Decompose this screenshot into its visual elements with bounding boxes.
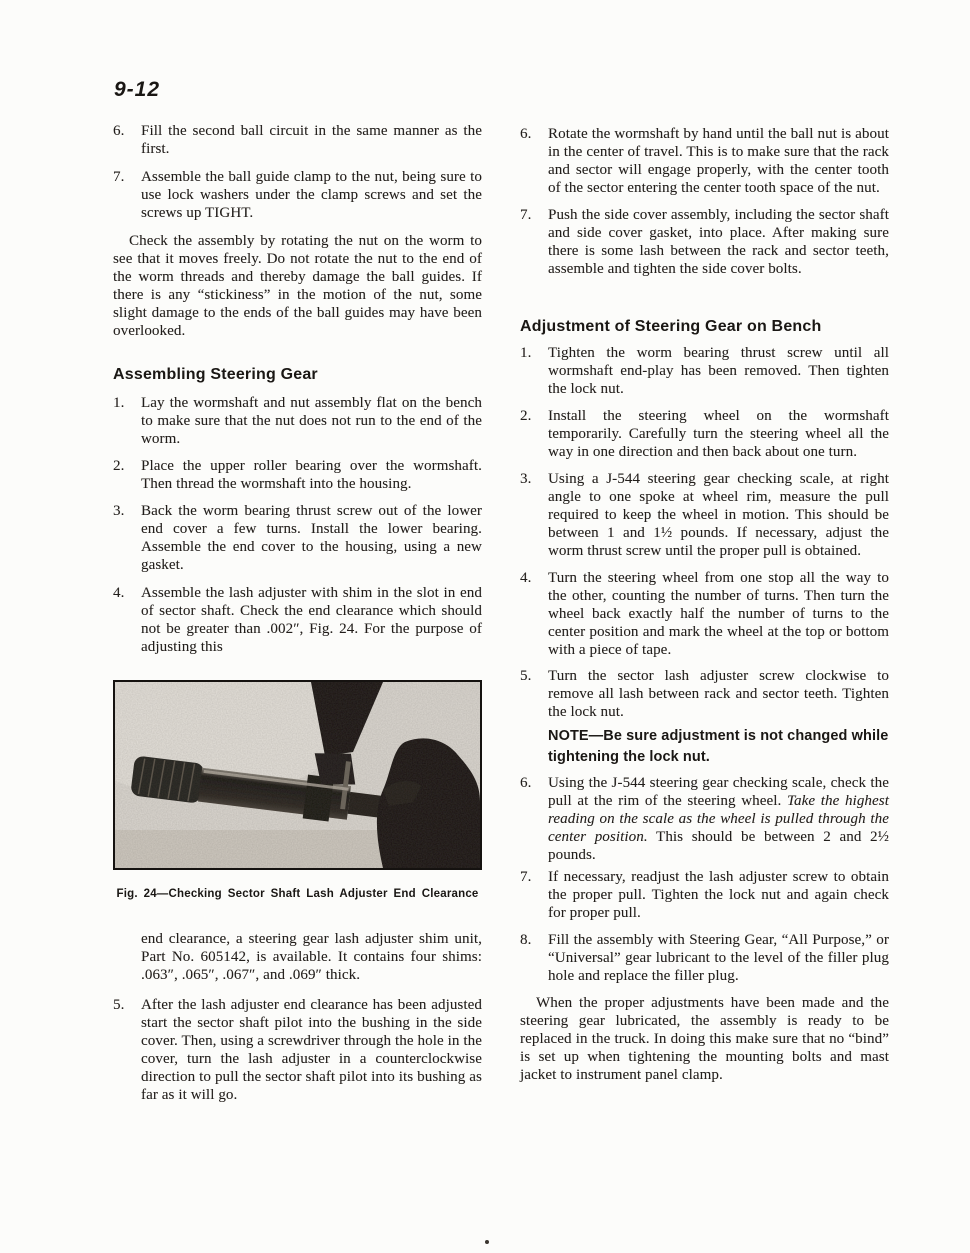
item-number: 1. xyxy=(520,345,532,361)
list-item xyxy=(520,774,889,864)
item-number: 2. xyxy=(520,408,532,424)
item-text: After the lash adjuster end clearance has been adjusted start the sector shaft pilot into the bushing in the side cover. Then, using a screwdriver through the hole in the cover, turn the lash adjuster in a counterclockwise direction to pull the sector shaft pilot into its bushing as far as it will go. xyxy=(141,997,482,1103)
section-heading-adjustment-on-bench: Adjustment of Steering Gear on Bench xyxy=(520,318,822,335)
list-item xyxy=(520,470,889,560)
note-text: NOTE—Be sure adjustment is not changed while tightening the lock nut. xyxy=(548,728,889,765)
item-number: 7. xyxy=(520,207,532,223)
item-text xyxy=(548,774,889,864)
list-item xyxy=(113,168,482,222)
item-text: Install the steering wheel on the wormshaft temporarily. Carefully turn the steering wheel all the way in one direction and then back about one turn. xyxy=(548,408,889,460)
item-number: 8. xyxy=(520,932,532,948)
list-item xyxy=(520,667,889,721)
item-number: 2. xyxy=(113,458,125,474)
figure-24-photo xyxy=(113,680,482,870)
item-text: Push the side cover assembly, including the sector shaft and side cover gasket, into place. After making sure there is some lash between the rack and sector teeth, assemble and tighten the side cover bolts. xyxy=(548,207,889,277)
item-text: Assemble the ball guide clamp to the nut, being sure to use lock washers under the clamp screws and set the screws up TIGHT. xyxy=(141,169,482,221)
item-text: Rotate the wormshaft by hand until the ball nut is about in the center of travel. This is to make sure that the rack and sector will engage properly, with the center tooth of the sector entering the center tooth space of the nut. xyxy=(548,126,889,196)
list-item xyxy=(520,931,889,985)
list-item xyxy=(113,584,482,656)
item-text: Lay the wormshaft and nut assembly flat on the bench to make sure that the nut does not run to the end of the worm. xyxy=(141,395,482,447)
list-item xyxy=(520,125,889,197)
list-item xyxy=(520,868,889,922)
item-text: Back the worm bearing thrust screw out of the lower end cover a few turns. Install the lower bearing. Assemble the end cover to the housing, using a new gasket. xyxy=(141,503,482,573)
paragraph: Check the assembly by rotating the nut on the worm to see that it moves freely. Do not rotate the nut to the end of the worm threads and thereby damage the ball guides. If there is any “stickiness” in the motion of the nut, some slight damage to the ends of the ball guides may have been overlooked. xyxy=(113,233,482,339)
item-text-normal: Using the J-544 steering gear checking scale, check the pull at the rim of the steering wheel. xyxy=(548,775,889,809)
item-number: 6. xyxy=(113,123,125,139)
item-number: 5. xyxy=(113,997,125,1013)
item-number: 3. xyxy=(520,471,532,487)
item-number: 3. xyxy=(113,503,125,519)
list-item xyxy=(520,407,889,461)
sector-shaft-photo-illustration xyxy=(115,682,480,868)
item-text: Turn the sector lash adjuster screw clockwise to remove all lash between rack and sector teeth. Tighten the lock nut. xyxy=(548,668,889,720)
right-column xyxy=(520,125,889,1084)
left-column xyxy=(113,122,482,1104)
list-item xyxy=(113,502,482,574)
item-text: Fill the assembly with Steering Gear, “All Purpose,” or “Universal” gear lubricant to the level of the filler plug hole and replace the filler plug. xyxy=(548,932,889,984)
item-number: 7. xyxy=(113,169,125,185)
list-item xyxy=(520,569,889,659)
item-text: Turn the steering wheel from one stop all the way to the other, counting the number of turns. Then turn the wheel back exactly half the number of turns to the center position and mark the wheel at the top or bottom with a piece of tape. xyxy=(548,570,889,658)
section-heading-assembling-steering-gear: Assembling Steering Gear xyxy=(113,366,318,383)
list-item xyxy=(520,344,889,398)
item-4-continuation: end clearance, a steering gear lash adjuster shim unit, Part No. 605142, is available. It contains four shims: .063″, .065″, .067″, and .069″ thick. xyxy=(141,931,482,983)
item-number: 7. xyxy=(520,869,532,885)
list-item xyxy=(520,206,889,278)
item-number: 6. xyxy=(520,775,532,791)
figure-24-caption: Fig. 24—Checking Sector Shaft Lash Adjuster End Clearance xyxy=(116,888,479,900)
item-text: If necessary, readjust the lash adjuster screw to obtain the proper pull. Tighten the lock nut and again check for proper pull. xyxy=(548,869,889,921)
item-number: 1. xyxy=(113,395,125,411)
item-text-italic: Take the highest reading on the scale as the wheel is pulled through the center position. xyxy=(548,793,889,845)
item-text-normal: This should be between 2 and 2½ pounds. xyxy=(548,829,890,863)
list-item xyxy=(113,394,482,448)
list-item xyxy=(113,996,482,1104)
item-text: Using a J-544 steering gear checking scale, at right angle to one spoke at wheel rim, measure the pull required to keep the wheel in motion. This should be between 1 and 1½ pounds. If necessary, adjust the worm thrust screw until the proper pull is obtained. xyxy=(548,471,889,559)
item-number: 5. xyxy=(520,668,532,684)
item-text: Assemble the lash adjuster with shim in the slot in end of sector shaft. Check the end clearance which should not be greater than .002″, Fig. 24. For the purpose of adjusting this xyxy=(141,585,482,655)
page-number: 9-12 xyxy=(114,78,161,101)
item-text: Tighten the worm bearing thrust screw until all wormshaft end-play has been removed. Then tighten the lock nut. xyxy=(548,345,889,397)
item-number: 4. xyxy=(113,585,125,601)
item-text: Place the upper roller bearing over the wormshaft. Then thread the wormshaft into the housing. xyxy=(141,458,482,492)
list-item xyxy=(113,122,482,158)
page-bottom-mark xyxy=(485,1240,489,1244)
closing-paragraph: When the proper adjustments have been made and the steering gear lubricated, the assembly is ready to be replaced in the truck. In doing this make sure that no “bind” is set up when tightening the mounting bolts and mast jacket to instrument panel clamp. xyxy=(520,995,889,1083)
item-number: 4. xyxy=(520,570,532,586)
item-text: Fill the second ball circuit in the same manner as the first. xyxy=(141,123,482,157)
item-number: 6. xyxy=(520,126,532,142)
list-item xyxy=(113,457,482,493)
